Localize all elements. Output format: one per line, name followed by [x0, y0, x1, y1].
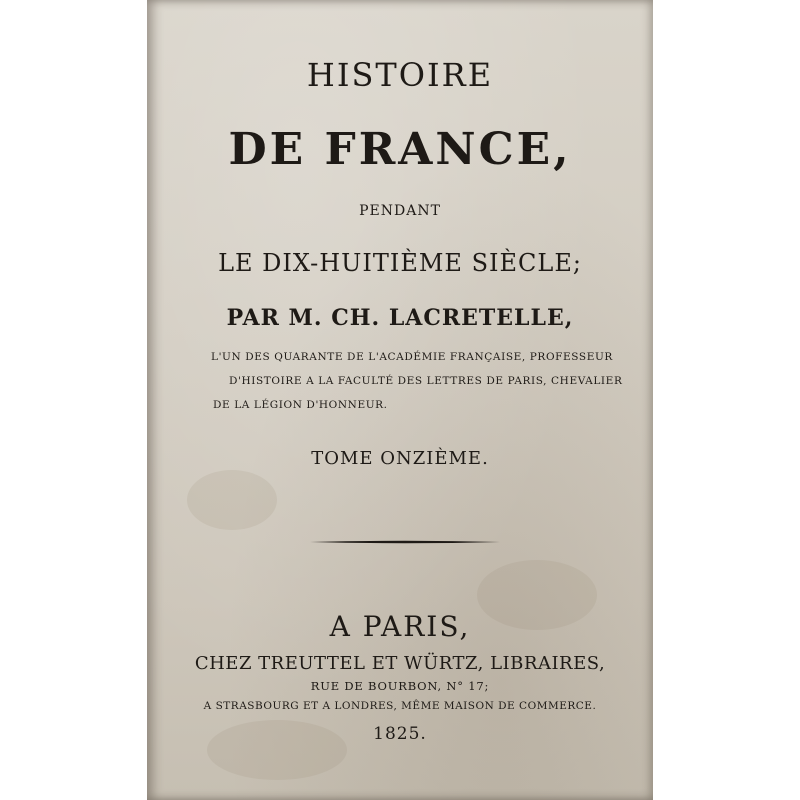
imprint-city: A PARIS, — [329, 610, 471, 643]
title-line-de-france: DE FRANCE, — [228, 124, 572, 175]
imprint-other-houses: A STRASBOURG ET A LONDRES, MÊME MAISON DE COMMERCE. — [203, 700, 597, 712]
author-credentials-line: D'HISTOIRE A LA FACULTÉ DES LETTRES DE PARIS, CHEVALIER — [229, 375, 623, 387]
ornamental-rule — [310, 540, 500, 544]
imprint-year: 1825. — [373, 724, 427, 744]
title-line-histoire: HISTOIRE — [306, 56, 494, 94]
paper-stain — [187, 470, 277, 530]
title-page — [147, 0, 653, 800]
imprint-publisher: CHEZ TREUTTEL ET WÜRTZ, LIBRAIRES, — [194, 653, 606, 674]
title-line-pendant: PENDANT — [359, 203, 441, 219]
author-credentials-line: L'UN DES QUARANTE DE L'ACADÉMIE FRANÇAISE, PROFESSEUR — [211, 351, 613, 363]
imprint-address: RUE DE BOURBON, N° 17; — [310, 679, 490, 693]
author-line: PAR M. CH. LACRETELLE, — [226, 305, 574, 331]
volume-label: TOME ONZIÈME. — [311, 448, 489, 469]
author-credentials-line: DE LA LÉGION D'HONNEUR. — [213, 399, 388, 411]
title-line-siecle: LE DIX-HUITIÈME SIÈCLE; — [218, 249, 582, 277]
